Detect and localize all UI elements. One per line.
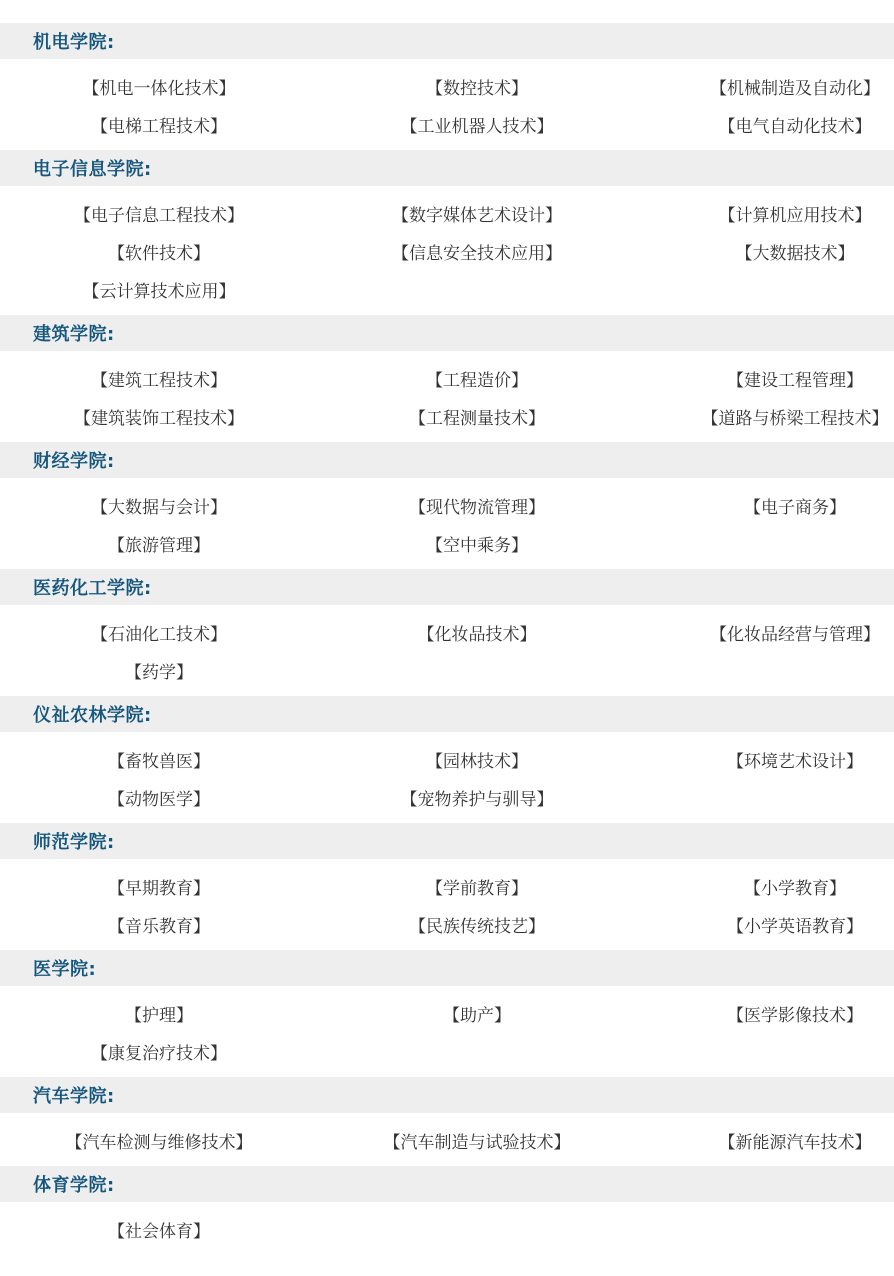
- college-title: 仪祉农林学院:: [33, 705, 152, 726]
- major-row: [0, 778, 894, 816]
- major-cell: [636, 239, 894, 264]
- major-cell: [0, 874, 318, 899]
- major-link[interactable]: 【音乐教育】: [108, 916, 210, 937]
- major-cell: [636, 747, 894, 772]
- major-link[interactable]: 【民族传统技艺】: [409, 916, 545, 937]
- major-cell: [318, 874, 636, 899]
- major-link[interactable]: 【化妆品技术】: [417, 624, 537, 645]
- major-link[interactable]: 【计算机应用技术】: [718, 205, 872, 226]
- major-cell: [0, 747, 318, 772]
- major-cell: [636, 74, 894, 99]
- major-link[interactable]: 【信息安全技术应用】: [392, 243, 562, 264]
- major-cell: [0, 620, 318, 645]
- major-cell: [318, 620, 636, 645]
- college-section: [0, 1166, 894, 1255]
- major-cell: [0, 493, 318, 518]
- college-title: 汽车学院:: [33, 1086, 115, 1107]
- major-row: [0, 397, 894, 435]
- major-link[interactable]: 【社会体育】: [108, 1221, 210, 1242]
- major-link[interactable]: 【石油化工技术】: [91, 624, 227, 645]
- major-link[interactable]: 【电气自动化技术】: [718, 116, 872, 137]
- college-section: [0, 23, 894, 150]
- major-link[interactable]: 【工程造价】: [426, 370, 528, 391]
- major-link[interactable]: 【电梯工程技术】: [91, 116, 227, 137]
- major-cell: [318, 74, 636, 99]
- major-row: [0, 613, 894, 651]
- major-cell: [636, 201, 894, 226]
- college-section: [0, 950, 894, 1077]
- college-title: 财经学院:: [33, 451, 115, 472]
- college-header-strip: [0, 315, 894, 351]
- majors-grid: [0, 59, 894, 150]
- college-section: [0, 696, 894, 823]
- major-cell: [0, 785, 318, 810]
- major-link[interactable]: 【学前教育】: [426, 878, 528, 899]
- major-link[interactable]: 【电子信息工程技术】: [74, 205, 244, 226]
- major-link[interactable]: 【护理】: [125, 1005, 193, 1026]
- major-link[interactable]: 【医学影像技术】: [727, 1005, 863, 1026]
- major-cell: [318, 112, 636, 137]
- major-link[interactable]: 【机电一体化技术】: [82, 78, 236, 99]
- major-cell: [636, 366, 894, 391]
- major-cell: [0, 531, 318, 556]
- major-row: [0, 359, 894, 397]
- major-link[interactable]: 【汽车制造与试验技术】: [383, 1132, 571, 1153]
- college-section: [0, 150, 894, 315]
- college-header-strip: [0, 823, 894, 859]
- major-cell: [636, 493, 894, 518]
- major-row: [0, 232, 894, 270]
- major-row: [0, 867, 894, 905]
- majors-grid: [0, 478, 894, 569]
- majors-grid: [0, 605, 894, 696]
- college-title: 建筑学院:: [33, 324, 115, 345]
- major-link[interactable]: 【大数据与会计】: [91, 497, 227, 518]
- major-link[interactable]: 【化妆品经营与管理】: [710, 624, 880, 645]
- major-row: [0, 905, 894, 943]
- majors-grid: [0, 859, 894, 950]
- college-header-strip: [0, 150, 894, 186]
- college-title: 医药化工学院:: [33, 578, 152, 599]
- major-cell: [636, 1001, 894, 1026]
- college-section: [0, 442, 894, 569]
- major-cell: [0, 404, 318, 429]
- major-link[interactable]: 【工程测量技术】: [409, 408, 545, 429]
- major-cell: [318, 912, 636, 937]
- major-cell: [0, 1001, 318, 1026]
- major-link[interactable]: 【工业机器人技术】: [400, 116, 554, 137]
- major-cell: [318, 1128, 636, 1153]
- major-cell: [318, 531, 636, 556]
- major-link[interactable]: 【云计算技术应用】: [82, 281, 236, 302]
- majors-grid: [0, 986, 894, 1077]
- majors-grid: [0, 351, 894, 442]
- college-title: 师范学院:: [33, 832, 115, 853]
- major-cell: [636, 404, 894, 429]
- major-cell: [0, 112, 318, 137]
- major-link[interactable]: 【建筑装饰工程技术】: [74, 408, 244, 429]
- major-row: [0, 270, 894, 308]
- major-cell: [318, 239, 636, 264]
- college-section: [0, 315, 894, 442]
- major-link[interactable]: 【建筑工程技术】: [91, 370, 227, 391]
- major-row: [0, 1210, 894, 1248]
- major-cell: [0, 1217, 318, 1242]
- majors-grid: [0, 1202, 894, 1255]
- major-cell: [0, 658, 318, 683]
- major-link[interactable]: 【旅游管理】: [108, 535, 210, 556]
- major-row: [0, 1032, 894, 1070]
- major-cell: [0, 1128, 318, 1153]
- major-cell: [318, 785, 636, 810]
- college-title: 体育学院:: [33, 1175, 115, 1196]
- college-section: [0, 1077, 894, 1166]
- major-link[interactable]: 【软件技术】: [108, 243, 210, 264]
- major-cell: [0, 201, 318, 226]
- major-link[interactable]: 【建设工程管理】: [727, 370, 863, 391]
- major-cell: [0, 912, 318, 937]
- major-link[interactable]: 【机械制造及自动化】: [710, 78, 880, 99]
- college-header-strip: [0, 23, 894, 59]
- major-link[interactable]: 【小学英语教育】: [727, 916, 863, 937]
- major-cell: [318, 1001, 636, 1026]
- college-title: 机电学院:: [33, 32, 115, 53]
- major-row: [0, 105, 894, 143]
- major-cell: [0, 239, 318, 264]
- major-link[interactable]: 【小学教育】: [744, 878, 846, 899]
- major-link[interactable]: 【药学】: [125, 662, 193, 683]
- major-cell: [636, 1128, 894, 1153]
- major-row: [0, 194, 894, 232]
- major-row: [0, 651, 894, 689]
- major-cell: [0, 1039, 318, 1064]
- major-link[interactable]: 【道路与桥梁工程技术】: [701, 408, 889, 429]
- college-header-strip: [0, 1166, 894, 1202]
- majors-grid: [0, 1113, 894, 1166]
- major-link[interactable]: 【畜牧兽医】: [108, 751, 210, 772]
- college-header-strip: [0, 696, 894, 732]
- major-link[interactable]: 【空中乘务】: [426, 535, 528, 556]
- major-link[interactable]: 【新能源汽车技术】: [718, 1132, 872, 1153]
- major-row: [0, 524, 894, 562]
- majors-grid: [0, 186, 894, 315]
- major-cell: [318, 201, 636, 226]
- major-link[interactable]: 【汽车检测与维修技术】: [65, 1132, 253, 1153]
- major-cell: [318, 366, 636, 391]
- college-header-strip: [0, 950, 894, 986]
- major-link[interactable]: 【数字媒体艺术设计】: [392, 205, 562, 226]
- major-link[interactable]: 【园林技术】: [426, 751, 528, 772]
- major-row: [0, 1121, 894, 1159]
- major-cell: [0, 366, 318, 391]
- major-link[interactable]: 【环境艺术设计】: [727, 751, 863, 772]
- college-section: [0, 823, 894, 950]
- major-row: [0, 994, 894, 1032]
- major-row: [0, 67, 894, 105]
- college-header-strip: [0, 442, 894, 478]
- major-link[interactable]: 【早期教育】: [108, 878, 210, 899]
- major-cell: [636, 112, 894, 137]
- major-cell: [318, 404, 636, 429]
- major-link[interactable]: 【康复治疗技术】: [91, 1043, 227, 1064]
- college-sections-list: [0, 23, 894, 1255]
- college-title: 医学院:: [33, 959, 97, 980]
- major-link[interactable]: 【大数据技术】: [735, 243, 855, 264]
- major-row: [0, 486, 894, 524]
- major-cell: [636, 620, 894, 645]
- major-link[interactable]: 【数控技术】: [426, 78, 528, 99]
- major-cell: [0, 277, 318, 302]
- major-link[interactable]: 【动物医学】: [108, 789, 210, 810]
- major-link[interactable]: 【现代物流管理】: [409, 497, 545, 518]
- major-link[interactable]: 【宠物养护与驯导】: [400, 789, 554, 810]
- college-header-strip: [0, 1077, 894, 1113]
- major-cell: [0, 74, 318, 99]
- major-row: [0, 740, 894, 778]
- college-section: [0, 569, 894, 696]
- college-title: 电子信息学院:: [33, 159, 152, 180]
- major-link[interactable]: 【助产】: [443, 1005, 511, 1026]
- major-link[interactable]: 【电子商务】: [744, 497, 846, 518]
- major-cell: [318, 493, 636, 518]
- majors-grid: [0, 732, 894, 823]
- major-cell: [636, 874, 894, 899]
- college-header-strip: [0, 569, 894, 605]
- major-cell: [636, 912, 894, 937]
- major-cell: [318, 747, 636, 772]
